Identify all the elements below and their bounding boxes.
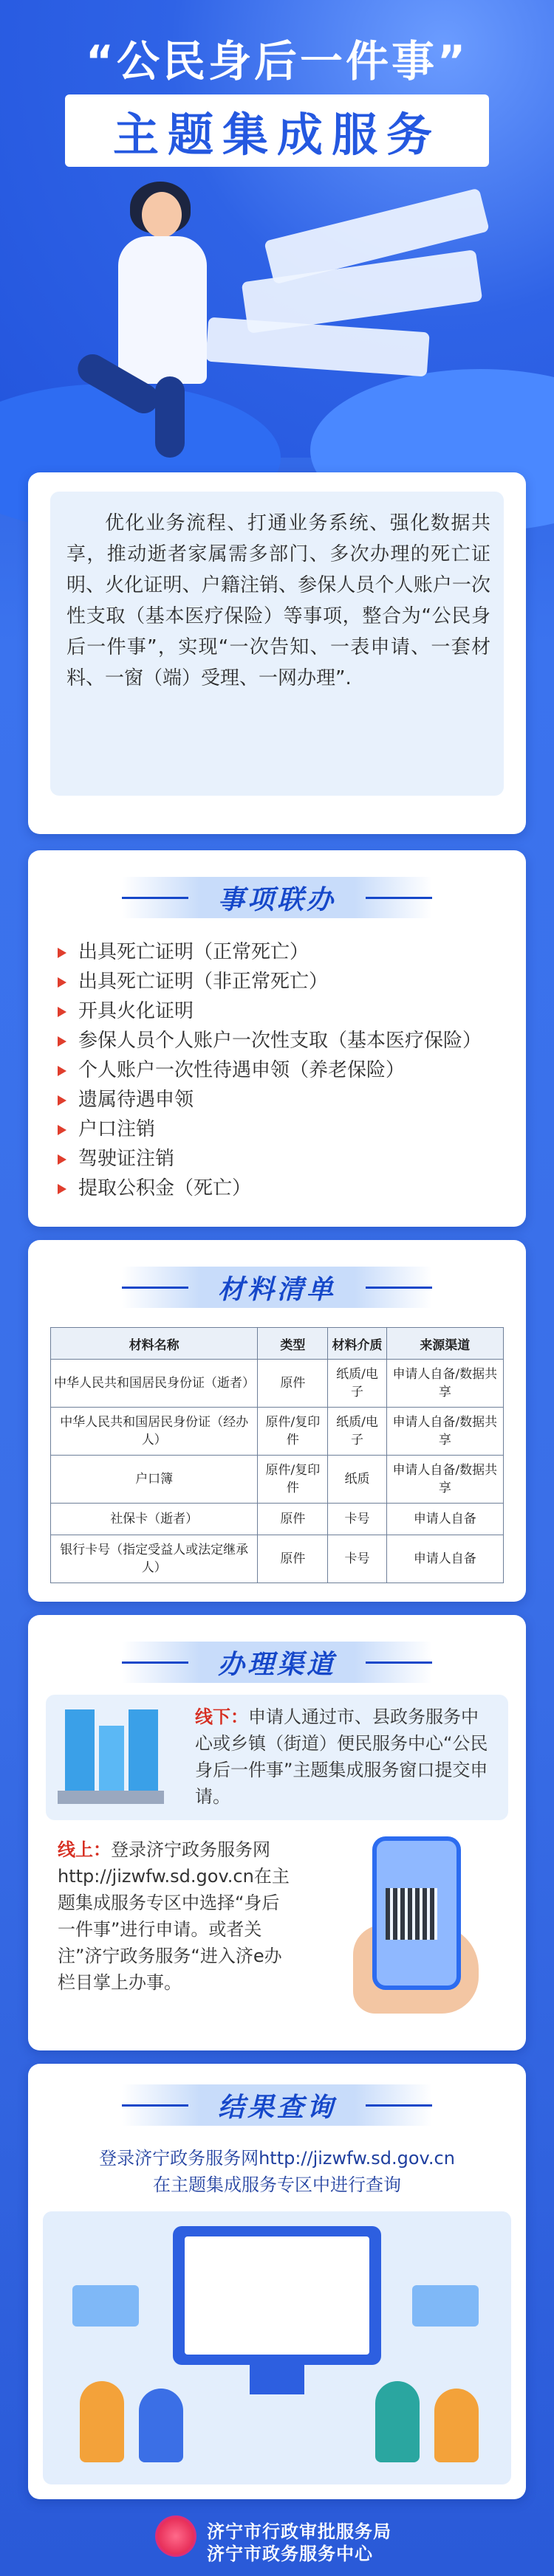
title-dash-left <box>122 1661 188 1664</box>
table-cell: 社保卡（逝者） <box>51 1504 258 1535</box>
materials-card <box>28 1240 526 1602</box>
offline-label: 线下： <box>195 1707 248 1727</box>
person-illustration <box>375 2381 420 2462</box>
table-cell: 中华人民共和国居民身份证（经办人） <box>51 1408 258 1456</box>
online-description: 登录济宁政务服务网http://jizwfw.sd.gov.cn在主题集成服务专区中选择“身后一件事”进行申请。或者关注”济宁政务服务“进入济e办栏目掌上办事。 <box>58 1839 290 1993</box>
list-item: 出具死亡证明（非正常死亡） <box>58 967 482 996</box>
triangle-bullet-icon <box>58 1066 66 1076</box>
table-cell: 原件 <box>258 1360 328 1408</box>
online-text <box>58 1836 293 1996</box>
title-dash-right <box>366 1661 432 1664</box>
table-cell: 原件 <box>258 1504 328 1535</box>
table-row <box>51 1408 504 1456</box>
intro-card <box>28 472 526 834</box>
table-row <box>51 1360 504 1408</box>
table-cell: 纸质/电子 <box>328 1360 386 1408</box>
title-dash-right <box>366 1287 432 1289</box>
intro-text: 优化业务流程、打通业务系统、强化数据共享，推动逝者家属需多部门、多次办理的死亡证明、火化证明、户籍注销、参保人员个人账户一次性支取（基本医疗保险）等事项，整合为“公民身后一件事”，实现“一次告知、一表申请、一套材料、一窗（端）受理、一网办理”. <box>66 512 490 689</box>
list-item: 遗属待遇申领 <box>58 1085 482 1115</box>
table-cell: 卡号 <box>328 1535 386 1583</box>
building-base <box>58 1791 164 1804</box>
table-row <box>51 1535 504 1583</box>
table-cell: 申请人自备 <box>386 1535 503 1583</box>
logo-icon <box>155 2515 196 2557</box>
footer-line-2: 济宁市政务服务中心 <box>207 2544 373 2564</box>
offline-text <box>195 1704 490 1810</box>
hero-banner <box>0 0 554 458</box>
triangle-bullet-icon <box>58 1007 66 1017</box>
title-dash-right <box>366 2104 432 2107</box>
list-item: 出具死亡证明（正常死亡） <box>58 937 482 967</box>
table-cell: 申请人自备/数据共享 <box>386 1408 503 1456</box>
column-header: 类型 <box>258 1328 328 1360</box>
person-illustration <box>434 2389 479 2462</box>
table-header-row <box>51 1328 504 1360</box>
title-dash-left <box>122 1287 188 1289</box>
illustration-person-body <box>118 236 207 384</box>
triangle-bullet-icon <box>58 948 66 958</box>
materials-section-title <box>122 1267 432 1308</box>
table-cell: 申请人自备/数据共享 <box>386 1360 503 1408</box>
materials-section-title-text: 材料清单 <box>217 1274 336 1305</box>
channels-section-title-text: 办理渠道 <box>217 1649 336 1680</box>
result-card <box>28 2064 526 2499</box>
channels-section-title <box>122 1642 432 1683</box>
list-item: 开具火化证明 <box>58 996 482 1026</box>
online-label: 线上： <box>58 1839 111 1860</box>
illustration-person-leg <box>155 376 185 458</box>
offline-description: 申请人通过市、县政务服务中心或乡镇（街道）便民服务中心“公民身后一件事”主题集成服务窗口提交申请。 <box>195 1707 488 1807</box>
title-dash-right <box>366 897 432 899</box>
monitor-screen <box>185 2236 369 2355</box>
table-cell: 银行卡号（指定受益人或法定继承人） <box>51 1535 258 1583</box>
title-dash-left <box>122 897 188 899</box>
triangle-bullet-icon <box>58 1184 66 1194</box>
items-card <box>28 850 526 1227</box>
message-card-illustration <box>412 2285 479 2327</box>
items-section-title <box>122 877 432 918</box>
list-item: 个人账户一次性待遇申领（养老保险） <box>58 1055 482 1085</box>
table-cell: 户口簿 <box>51 1456 258 1504</box>
channels-card <box>28 1615 526 2050</box>
table-cell: 原件/复印件 <box>258 1456 328 1504</box>
footer-line-1: 济宁市行政审批服务局 <box>207 2521 391 2542</box>
triangle-bullet-icon <box>58 1036 66 1047</box>
table-row <box>51 1456 504 1504</box>
result-section-title-text: 结果查询 <box>217 2092 336 2123</box>
list-item: 驾驶证注销 <box>58 1144 482 1174</box>
table-cell: 原件/复印件 <box>258 1408 328 1456</box>
person-illustration <box>80 2381 124 2462</box>
illustration-person-head <box>142 192 182 238</box>
building-icon <box>99 1726 124 1791</box>
hero-title: “公民身后一件事” <box>85 36 469 86</box>
list-item: 参保人员个人账户一次性支取（基本医疗保险） <box>58 1026 482 1055</box>
title-dash-left <box>122 2104 188 2107</box>
table-cell: 卡号 <box>328 1504 386 1535</box>
table-cell: 申请人自备/数据共享 <box>386 1456 503 1504</box>
result-section-title <box>122 2084 432 2126</box>
qr-code-icon <box>386 1888 437 1940</box>
column-header: 材料名称 <box>51 1328 258 1360</box>
materials-table <box>50 1327 504 1583</box>
table-cell: 中华人民共和国居民身份证（逝者） <box>51 1360 258 1408</box>
table-row <box>51 1504 504 1535</box>
triangle-bullet-icon <box>58 977 66 988</box>
result-link-line: 登录济宁政务服务网http://jizwfw.sd.gov.cn <box>99 2148 455 2169</box>
table-cell: 申请人自备 <box>386 1504 503 1535</box>
hero-subtitle: 主题集成服务 <box>65 94 489 167</box>
result-instruction-line: 在主题集成服务专区中进行查询 <box>153 2174 401 2195</box>
triangle-bullet-icon <box>58 1154 66 1165</box>
paper-decoration <box>205 317 429 377</box>
person-illustration <box>139 2389 183 2462</box>
monitor-stand <box>250 2365 304 2394</box>
table-cell: 纸质/电子 <box>328 1408 386 1456</box>
table-cell: 纸质 <box>328 1456 386 1504</box>
items-list <box>58 937 482 1203</box>
building-icon <box>65 1709 95 1791</box>
column-header: 材料介质 <box>328 1328 386 1360</box>
triangle-bullet-icon <box>58 1125 66 1135</box>
list-item: 提取公积金（死亡） <box>58 1174 482 1203</box>
items-section-title-text: 事项联办 <box>217 884 336 915</box>
chart-card-illustration <box>72 2285 139 2327</box>
building-icon <box>129 1709 158 1791</box>
list-item: 户口注销 <box>58 1115 482 1144</box>
column-header: 来源渠道 <box>386 1328 503 1360</box>
table-cell: 原件 <box>258 1535 328 1583</box>
triangle-bullet-icon <box>58 1095 66 1106</box>
